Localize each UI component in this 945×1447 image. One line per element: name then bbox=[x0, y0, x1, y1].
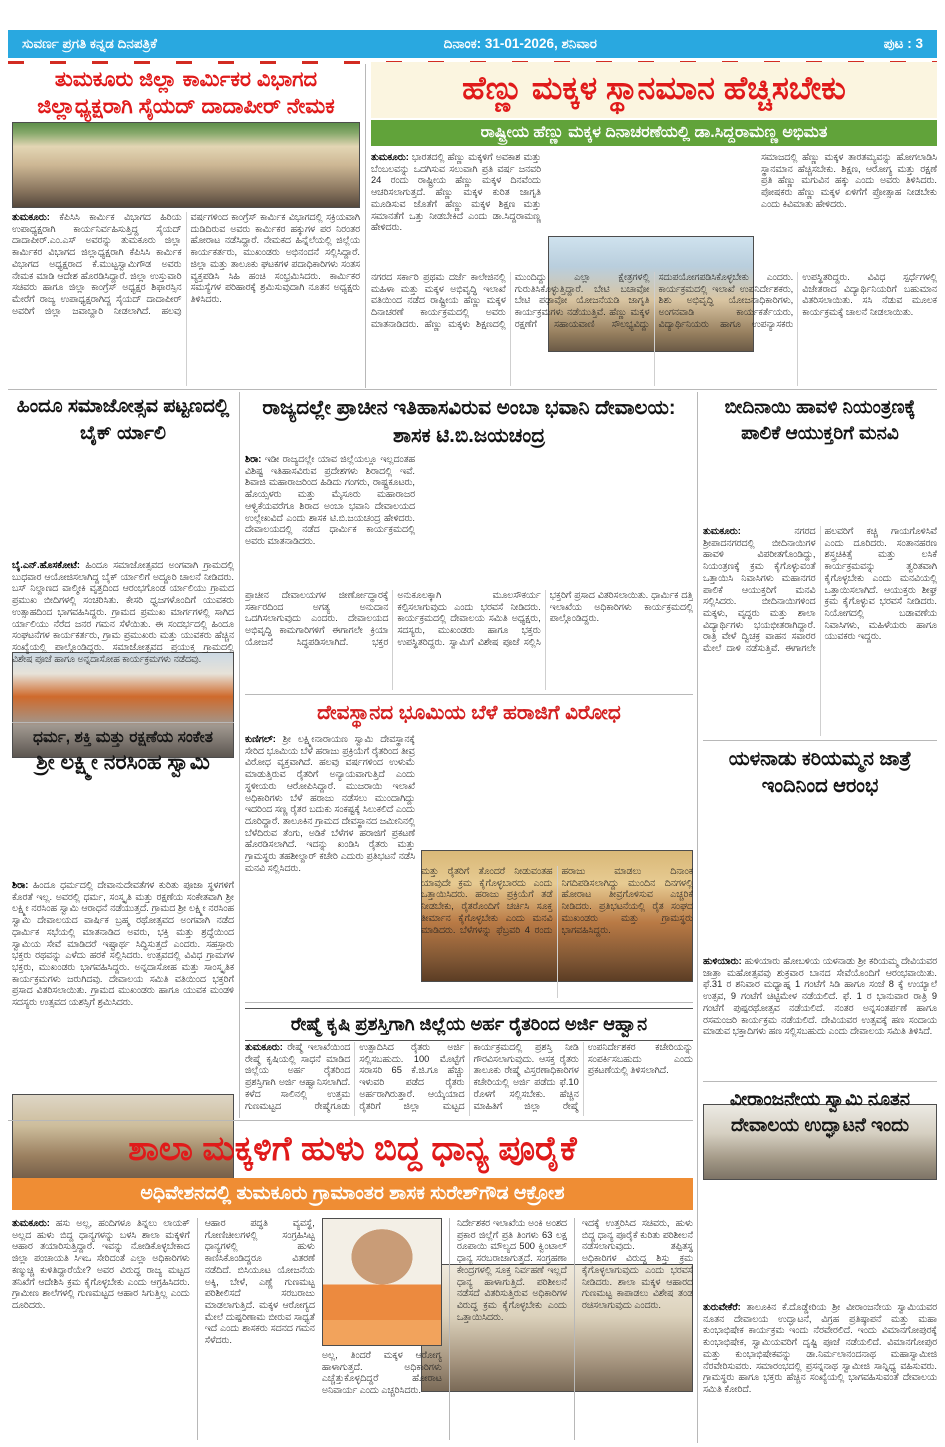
anjaneya-body bbox=[703, 1302, 937, 1440]
dogs-body-text: ನಗರದ ಶ್ರೀಪಾದನಗರದಲ್ಲಿ ಬೀದಿನಾಯಿಗಳ ಹಾವಳಿ ವಿಪರೀತಗೊಂಡಿದ್ದು, ನಿಯಂತ್ರಣಕ್ಕೆ ಕ್ರಮ ಕೈಗೊಳ್ಳುವಂತೆ ಒತ್ತಾಯಿಸಿ ನಿವಾಸಿಗಳು ಮಹಾನಗರ ಪಾಲಿಕೆ ಆಯುಕ್ತರಿಗೆ ಮನವಿ ಸಲ್ಲಿಸಿದರು. ಬೀದಿನಾಯಿಗಳಿಂದ ಮಕ್ಕಳು, ವೃದ್ಧರು ಮತ್ತು ಶಾಲಾ ವಿದ್ಯಾರ್ಥಿಗಳು ಭಯಭೀತರಾಗಿದ್ದಾರೆ. ರಾತ್ರಿ ವೇಳೆ ದ್ವಿಚಕ್ರ ವಾಹನ ಸವಾರರ ಮೇಲೆ ದಾಳಿ ನಡೆಸುತ್ತಿವೆ. ಈಗಾಗಲೇ ಹಲವರಿಗೆ ಕಚ್ಚಿ ಗಾಯಗೊಳಿಸಿವೆ ಎಂದು ದೂರಿದರು. ಸಂತಾನಹರಣ ಶಸ್ತ್ರಚಿಕಿತ್ಸೆ ಮತ್ತು ಲಸಿಕೆ ಕಾರ್ಯಕ್ರಮವನ್ನು ತ್ವರಿತವಾಗಿ ಕೈಗೊಳ್ಳಬೇಕು ಎಂದು ಮನವಿಯಲ್ಲಿ ಒತ್ತಾಯಿಸಲಾಗಿದೆ. ಆಯುಕ್ತರು ಶೀಘ್ರ ಕ್ರಮ ಕೈಗೊಳ್ಳುವ ಭರವಸೆ ನೀಡಿದರು. ನಿಯೋಗದಲ್ಲಿ ಬಡಾವಣೆಯ ನಿವಾಸಿಗಳು, ಮಹಿಳೆಯರು ಹಾಗೂ ಯುವಕರು ಇದ್ದರು. bbox=[703, 526, 937, 654]
article-rule bbox=[703, 740, 937, 741]
dogs-headline: ಬೀದಿನಾಯಿ ಹಾವಳಿ ನಿಯಂತ್ರಣಕ್ಕೆ ಪಾಲಿಕೆ ಆಯುಕ್ತರಿಗೆ ಮನವಿ bbox=[724, 396, 916, 443]
girl-body-right: ಸಮಾಜದಲ್ಲಿ ಹೆಣ್ಣು ಮಕ್ಕಳ ತಾರತಮ್ಯವನ್ನು ಹೋಗಲಾಡಿಸಿ ಸ್ಥಾನಮಾನ ಹೆಚ್ಚಿಸಬೇಕು. ಶಿಕ್ಷಣ, ಆರೋಗ್ಯ ಮತ್ತು ರಕ್ಷಣೆ ಪ್ರತಿ ಹೆಣ್ಣು ಮಗುವಿನ ಹಕ್ಕು ಎಂದು ಅವರು ತಿಳಿಸಿದರು. ಪೋಷಕರು ಹೆಣ್ಣು ಮಕ್ಕಳ ಏಳಿಗೆಗೆ ಪ್ರೋತ್ಸಾಹ ನೀಡಬೇಕು ಎಂದು ಕಿವಿಮಾತು ಹೇಳಿದರು. bbox=[761, 152, 937, 209]
amba-headline: ರಾಜ್ಯದಲ್ಲೇ ಪ್ರಾಚೀನ ಇತಿಹಾಸವಿರುವ ಅಂಬಾ ಭವಾನಿ ದೇವಾಲಯ: ಶಾಸಕ ಟಿ.ಬಿ.ಜಯಚಂದ್ರ bbox=[262, 397, 676, 447]
kariyamma-body-text: ಹುಳಿಯಾರು ಹೋಬಳಿಯ ಯಳನಾಡು ಶ್ರೀ ಕರಿಯಮ್ಮ ದೇವಿಯವರ ಜಾತ್ರಾ ಮಹೋತ್ಸವವು ಶುಕ್ರವಾರ ಬಾನದ ಸೇವೆಯೊಂದಿಗೆ ಆರಂಭವಾಯಿತು. ಫೆ.31 ರ ಶನಿವಾರ ಮಧ್ಯಾಹ್ನ 1 ಗಂಟೆಗೆ ಸಿಡಿ ಹಾಗೂ ಸಂಜೆ 8 ಕ್ಕೆ ಉಯ್ಯಾಲೆ ಉತ್ಸವ, 9 ಗಂಟೆಗೆ ಚಿಟ್ಟಿಮೇಳ ನಡೆಯಲಿದೆ. ಫೆ. 1 ರ ಭಾನುವಾರ ರಾತ್ರಿ 9 ಗಂಟೆಗೆ ಪುಷ್ಪರಥೋತ್ಸವ ನಡೆಯಲಿದೆ. ನಂತರ ಅನ್ನಸಂತರ್ಪಣೆ ಹಾಗೂ ರಸಮಂಜರಿ ಕಾರ್ಯಕ್ರಮ ನಡೆಯಲಿದೆ. ದೇವಿಯವರ ಉತ್ಸವಕ್ಕೆ ಹಣ ಸಂದಾಯ ಮಾಡುವ ಭಕ್ತಾದಿಗಳು ಹಣ ಸಲ್ಲಿಸಬಹುದು ಎಂದು ದೇವಾಲಯ ಸಮಿತಿ ತಿಳಿಸಿದೆ. bbox=[703, 956, 937, 1037]
girl-headline: ಹೆಣ್ಣು ಮಕ್ಕಳ ಸ್ಥಾನಮಾನ ಹೆಚ್ಚಿಸಬೇಕು bbox=[462, 70, 846, 106]
mla-portrait-photo bbox=[322, 1218, 442, 1346]
narasimha-dateline: ಶಿರಾ: bbox=[12, 880, 29, 890]
labor-body-text: ಕೆಪಿಸಿಸಿ ಕಾರ್ಮಿಕ ವಿಭಾಗದ ಹಿರಿಯ ಉಪಾಧ್ಯಕ್ಷರಾಗಿ ಕಾರ್ಯನಿರ್ವಹಿಸುತ್ತಿದ್ದ ಸೈಯದ್ ದಾದಾಪೀರ್.ಎಂ.ಎಸ್ ಅವರನ್ನು ತುಮಕೂರು ಜಿಲ್ಲಾ ಕಾರ್ಮಿಕರ ವಿಭಾಗದ ಜಿಲ್ಲಾಧ್ಯಕ್ಷರಾಗಿ ಕೆಪಿಸಿಸಿ ಕಾರ್ಮಿಕ ವಿಭಾಗದ ಅಧ್ಯಕ್ಷರಾದ ಕೆ.ಮುಟ್ಟಸ್ವಾಮಿಗೌಡ ಅವರು ನೇಮಕ ಮಾಡಿ ಆದೇಶ ಹೊರಡಿಸಿದ್ದಾರೆ. ಜಿಲ್ಲಾ ಉಸ್ತುವಾರಿ ಸಚಿವರು ಹಾಗೂ ಜಿಲ್ಲಾ ಕಾಂಗ್ರೆಸ್ ಅಧ್ಯಕ್ಷರ ಶಿಫಾರಸ್ಸಿನ ಮೇರೆಗೆ ರಾಜ್ಯ ಉಪಾಧ್ಯಕ್ಷರಾಗಿದ್ದ ಸೈಯದ್ ದಾದಾಪೀರ್ ಅವರಿಗೆ ಜಿಲ್ಲಾ ಜವಾಬ್ದಾರಿ ನೀಡಲಾಗಿದೆ. ಹಲವು ವರ್ಷಗಳಿಂದ ಕಾಂಗ್ರೆಸ್ ಕಾರ್ಮಿಕ ವಿಭಾಗದಲ್ಲಿ ಸಕ್ರಿಯವಾಗಿ ದುಡಿದಿರುವ ಅವರು ಕಾರ್ಮಿಕರ ಹಕ್ಕುಗಳ ಪರ ನಿರಂತರ ಹೋರಾಟ ನಡೆಸಿದ್ದಾರೆ. ನೇಮಕದ ಹಿನ್ನೆಲೆಯಲ್ಲಿ ಜಿಲ್ಲೆಯ ಕಾರ್ಯಕರ್ತರು, ಮುಖಂಡರು ಅಭಿನಂದನೆ ಸಲ್ಲಿಸಿದ್ದಾರೆ. ಜಿಲ್ಲಾ ಮತ್ತು ತಾಲೂಕು ಘಟಕಗಳ ಪದಾಧಿಕಾರಿಗಳು ಸಂತಸ ವ್ಯಕ್ತಪಡಿಸಿ ಸಿಹಿ ಹಂಚಿ ಸಂಭ್ರಮಿಸಿದರು. ಕಾರ್ಮಿಕರ ಸಮಸ್ಯೆಗಳ ಪರಿಹಾರಕ್ಕೆ ಶ್ರಮಿಸುವುದಾಗಿ ನೂತನ ಅಧ್ಯಕ್ಷರು ತಿಳಿಸಿದರು. bbox=[12, 212, 360, 316]
narasimha-body-text: ಹಿಂದೂ ಧರ್ಮದಲ್ಲಿ ದೇವಾನುದೇವತೆಗಳ ಕುರಿತು ಪೂಜಾ ಸ್ಥಳಗಳಿಗೆ ಕೊರತೆ ಇಲ್ಲ. ಅವರಲ್ಲಿ ಧರ್ಮ, ಸಂಸ್ಕೃತಿ ಮತ್ತು ರಕ್ಷಣೆಯ ಸಂಕೇತವಾಗಿ ಶ್ರೀ ಲಕ್ಷ್ಮೀ ನರಸಿಂಹ ಸ್ವಾಮಿ ಆರಾಧನೆ ನಡೆಯುತ್ತದೆ. ಗ್ರಾಮದ ಶ್ರೀ ಲಕ್ಷ್ಮೀ ನರಸಿಂಹ ಸ್ವಾಮಿ ದೇವಾಲಯದ ವಾರ್ಷಿಕ ಬ್ರಹ್ಮ ರಥೋತ್ಸವದ ಅಂಗವಾಗಿ ನಡೆದ ಧಾರ್ಮಿಕ ಸಭೆಯಲ್ಲಿ ಮಾತನಾಡಿದ ಅವರು, ಭಕ್ತಿ ಮತ್ತು ಶ್ರದ್ಧೆಯಿಂದ ಸ್ವಾಮಿಯ ಸೇವೆ ಮಾಡಿದರೆ ಇಷ್ಟಾರ್ಥ ಸಿದ್ಧಿಸುತ್ತದೆ ಎಂದರು. ಸಹಸ್ರಾರು ಭಕ್ತರು ರಥವನ್ನು ಎಳೆದು ಹರಕೆ ಸಲ್ಲಿಸಿದರು. ಉತ್ಸವದಲ್ಲಿ ವಿವಿಧ ಗ್ರಾಮಗಳ ಭಕ್ತರು, ಮುಖಂಡರು ಭಾಗವಹಿಸಿದ್ದರು. ಅನ್ನದಾಸೋಹ ಮತ್ತು ಸಾಂಸ್ಕೃತಿಕ ಕಾರ್ಯಕ್ರಮಗಳು ಜರುಗಿದವು. ದೇವಾಲಯ ಸಮಿತಿ ವತಿಯಿಂದ ಭಕ್ತರಿಗೆ ಪ್ರಸಾದ ವಿತರಿಸಲಾಯಿತು. ಗ್ರಾಮದ ಮುಖಂಡರು ಹಾಗೂ ಯುವಕ ಮಂಡಳಿ ಸದಸ್ಯರು ಉತ್ಸವದ ಯಶಸ್ಸಿಗೆ ಶ್ರಮಿಸಿದರು. bbox=[12, 880, 234, 1008]
land-headline: ದೇವಸ್ಥಾನದ ಭೂಮಿಯ ಬೆಳೆ ಹರಾಜಿಗೆ ವಿರೋಧ bbox=[317, 702, 621, 724]
girl-body-bottom: ನಗರದ ಸರ್ಕಾರಿ ಪ್ರಥಮ ದರ್ಜೆ ಕಾಲೇಜಿನಲ್ಲಿ ಮಹಿಳಾ ಮತ್ತು ಮಕ್ಕಳ ಅಭಿವೃದ್ಧಿ ಇಲಾಖೆ ವತಿಯಿಂದ ನಡೆದ ರಾಷ್ಟ್ರೀಯ ಹೆಣ್ಣು ಮಕ್ಕಳ ದಿನಾಚರಣೆ ಕಾರ್ಯಕ್ರಮದಲ್ಲಿ ಅವರು ಮಾತನಾಡಿದರು. ಹೆಣ್ಣು ಮಕ್ಕಳು ಶಿಕ್ಷಣದಲ್ಲಿ ಮುಂದಿದ್ದು ಎಲ್ಲಾ ಕ್ಷೇತ್ರಗಳಲ್ಲಿ ಗುರುತಿಸಿಕೊಳ್ಳುತ್ತಿದ್ದಾರೆ. ಬೇಟಿ ಬಚಾವೋ ಬೇಟಿ ಪಢಾವೋ ಯೋಜನೆಯಡಿ ಜಾಗೃತಿ ಕಾರ್ಯಕ್ರಮಗಳು ನಡೆಯುತ್ತಿವೆ. ಹೆಣ್ಣು ಮಕ್ಕಳ ರಕ್ಷಣೆಗೆ ಸಹಾಯವಾಣಿ ಸೌಲಭ್ಯವಿದ್ದು ಸದುಪಯೋಗಪಡಿಸಿಕೊಳ್ಳಬೇಕು ಎಂದರು. ಕಾರ್ಯಕ್ರಮದಲ್ಲಿ ಇಲಾಖೆ ಉಪನಿರ್ದೇಶಕರು, ಶಿಶು ಅಭಿವೃದ್ಧಿ ಯೋಜನಾಧಿಕಾರಿಗಳು, ಅಂಗನವಾಡಿ ಕಾರ್ಯಕರ್ತೆಯರು, ವಿದ್ಯಾರ್ಥಿನಿಯರು ಹಾಗೂ ಉಪನ್ಯಾಸಕರು ಉಪಸ್ಥಿತರಿದ್ದರು. ವಿವಿಧ ಸ್ಪರ್ಧೆಗಳಲ್ಲಿ ವಿಜೇತರಾದ ವಿದ್ಯಾರ್ಥಿನಿಯರಿಗೆ ಬಹುಮಾನ ವಿತರಿಸಲಾಯಿತು. ಸಸಿ ನೆಡುವ ಮೂಲಕ ಕಾರ್ಯಕ್ರಮಕ್ಕೆ ಚಾಲನೆ ನೀಡಲಾಯಿತು. bbox=[371, 272, 937, 329]
girl-dateline: ತುಮಕೂರು: bbox=[371, 152, 409, 162]
grain-col1-text: ಹಸು ಅಲ್ಲ, ಹಂದಿಗಳೂ ತಿನ್ನಲು ಲಾಯಕ್ ಅಲ್ಲದ ಹುಳು ಬಿದ್ದ ಧಾನ್ಯಗಳನ್ನು ಬಳಸಿ ಶಾಲಾ ಮಕ್ಕಳಿಗೆ ಆಹಾರ ತಯಾರಿಸುತ್ತಿದ್ದಾರೆ. ಇವನ್ನು ನೋಡಿಕೊಳ್ಳಬೇಕಾದ ಜಿಲ್ಲಾ ಪಂಚಾಯತಿ ಸಿಇಒ ಸೇರಿದಂತೆ ಎಲ್ಲಾ ಅಧಿಕಾರಿಗಳು ಕಣ್ಮುಚ್ಚಿ ಕುಳಿತಿದ್ದಾರೆಯೇ? ಅವರ ವಿರುದ್ಧ ರಾಜ್ಯ ಮಟ್ಟದ ತನಿಖೆಗೆ ಆದೇಶಿಸಿ ಕ್ರಮ ಕೈಗೊಳ್ಳಬೇಕು ಎಂದು ಆಗ್ರಹಿಸಿದರು. ಗ್ರಾಮೀಣ ಶಾಲೆಗಳಲ್ಲಿ ಗುಣಮಟ್ಟದ ಆಹಾರ ಸಿಗುತ್ತಿಲ್ಲ ಎಂದು ದೂರಿದರು. bbox=[12, 1218, 190, 1310]
narasimha-body bbox=[12, 880, 234, 1116]
column-rule bbox=[449, 1218, 450, 1440]
column-rule bbox=[239, 392, 240, 1118]
anjaneya-body-text: ತಾಲೂಕಿನ ಕೆ.ದೊಡ್ಡೇರಿಯ ಶ್ರೀ ವೀರಾಂಜನೇಯ ಸ್ವಾಮಿಯವರ ನೂತನ ದೇವಾಲಯ ಉದ್ಘಾಟನೆ, ವಿಗ್ರಹ ಪ್ರತಿಷ್ಠಾಪನೆ ಮತ್ತು ಮಹಾ ಕುಂಭಾಭಿಷೇಕ ಕಾರ್ಯಕ್ರಮ ಇಂದು ನೆರವೇರಲಿದೆ. ಇಂದು ವಿಮಾನಗೋಪುರಕ್ಕೆ ಕುಂಭಾಭಿಷೇಕ, ಸ್ವಾಮಿಯವರಿಗೆ ದೃಷ್ಟಿ ಪೂಜೆ ನಡೆಯಲಿದೆ. ವಿಮಾನಗೋಪುರ ಮತ್ತು ಕುಂಭಾಭಿಷೇಕವನ್ನು ಡಾ.ನಿರ್ಮಲಾನಂದನಾಥ ಮಹಾಸ್ವಾಮೀಜಿ ನೆರವೇರಿಸುವರು. ಸಮಾರಂಭದಲ್ಲಿ ಪ್ರಸನ್ನನಾಥ ಸ್ವಾಮೀಜಿ ಸಾನ್ನಿಧ್ಯ ವಹಿಸುವರು. ಗ್ರಾಮಸ್ಥರು ಹಾಗೂ ಭಕ್ತರು ಹೆಚ್ಚಿನ ಸಂಖ್ಯೆಯಲ್ಲಿ ಭಾಗವಹಿಸುವಂತೆ ದೇವಾಲಯ ಸಮಿತಿ ಕೋರಿದೆ. bbox=[703, 1302, 937, 1394]
anjaneya-headline: ವೀರಾಂಜನೇಯ ಸ್ವಾಮಿ ನೂತನ ದೇವಾಲಯ ಉದ್ಘಾಟನೆ ಇಂದು bbox=[729, 1088, 911, 1135]
girl-body-left-text: ಭಾರತದಲ್ಲಿ ಹೆಣ್ಣು ಮಕ್ಕಳಿಗೆ ಅವಕಾಶ ಮತ್ತು ಬೆಂಬಲವನ್ನು ಒದಗಿಸುವ ಸಲುವಾಗಿ ಪ್ರತಿ ವರ್ಷ ಜನವರಿ 24 ರಂದು ರಾಷ್ಟ್ರೀಯ ಹೆಣ್ಣು ಮಕ್ಕಳ ದಿನವೆಂದು ಆಚರಿಸಲಾಗುತ್ತದೆ. ಹೆಣ್ಣು ಮಕ್ಕಳ ಕುರಿತ ಜಾಗೃತಿ ಮೂಡಿಸುವ ಜೊತೆಗೆ ಹೆಣ್ಣು ಮಕ್ಕಳ ಶಿಕ್ಷಣ ಮತ್ತು ಸಮಾನತೆಗೆ ಒತ್ತು ನೀಡಬೇಕಿದೆ ಎಂದು ಡಾ.ಸಿದ್ದರಾಮಣ್ಣ ಹೇಳಿದರು. bbox=[371, 152, 541, 233]
grain-subhead-bar bbox=[12, 1178, 693, 1210]
land-dateline: ಕುಣಿಗಲ್: bbox=[245, 734, 276, 744]
dogs-dateline: ತುಮಕೂರು: bbox=[703, 526, 741, 536]
silk-dateline: ತುಮಕೂರು: bbox=[245, 1042, 283, 1052]
column-rule bbox=[197, 1218, 198, 1440]
kariyamma-body bbox=[703, 956, 937, 1078]
column-rule bbox=[365, 64, 366, 388]
labor-dateline: ತುಮಕೂರು: bbox=[12, 212, 50, 222]
article-rule bbox=[703, 1081, 937, 1082]
page-number: ಪುಟ : 3 bbox=[883, 36, 923, 51]
girl-subhead: ರಾಷ್ಟ್ರೀಯ ಹೆಣ್ಣು ಮಕ್ಕಳ ದಿನಾಚರಣೆಯಲ್ಲಿ ಡಾ.ಸಿದ್ದರಾಮಣ್ಣ ಅಭಿಮತ bbox=[480, 124, 828, 141]
silk-body-text: ರೇಷ್ಮೆ ಇಲಾಖೆಯಿಂದ ರೇಷ್ಮೆ ಕೃಷಿಯಲ್ಲಿ ಸಾಧನೆ ಮಾಡಿದ ಜಿಲ್ಲೆಯ ಅರ್ಹ ರೈತರಿಂದ ಪ್ರಶಸ್ತಿಗಾಗಿ ಅರ್ಜಿ ಆಹ್ವಾನಿಸಲಾಗಿದೆ. ಕಳೆದ ಸಾಲಿನಲ್ಲಿ ಉತ್ತಮ ಗುಣಮಟ್ಟದ ರೇಷ್ಮೆಗೂಡು ಉತ್ಪಾದಿಸಿದ ರೈತರು ಅರ್ಜಿ ಸಲ್ಲಿಸಬಹುದು. 100 ಮೊಟ್ಟೆಗೆ ಸರಾಸರಿ 65 ಕೆ.ಜಿ.ಗೂ ಹೆಚ್ಚು ಇಳುವರಿ ಪಡೆದ ರೈತರು ಅರ್ಹರಾಗಿರುತ್ತಾರೆ. ಆಯ್ಕೆಯಾದ ರೈತರಿಗೆ ಜಿಲ್ಲಾ ಮಟ್ಟದ ಕಾರ್ಯಕ್ರಮದಲ್ಲಿ ಪ್ರಶಸ್ತಿ ನೀಡಿ ಗೌರವಿಸಲಾಗುವುದು. ಆಸಕ್ತ ರೈತರು ತಾಲೂಕು ರೇಷ್ಮೆ ವಿಸ್ತರಣಾಧಿಕಾರಿಗಳ ಕಚೇರಿಯಲ್ಲಿ ಅರ್ಜಿ ಪಡೆದು ಫೆ.10 ರೊಳಗೆ ಸಲ್ಲಿಸಬೇಕು. ಹೆಚ್ಚಿನ ಮಾಹಿತಿಗೆ ಜಿಲ್ಲಾ ರೇಷ್ಮೆ ಉಪನಿರ್ದೇಶಕರ ಕಚೇರಿಯನ್ನು ಸಂಪರ್ಕಿಸಬಹುದು ಎಂದು ಪ್ರಕಟಣೆಯಲ್ಲಿ ತಿಳಿಸಲಾಗಿದೆ. bbox=[245, 1042, 693, 1111]
grain-headline: ಶಾಲಾ ಮಕ್ಕಳಿಗೆ ಹುಳು ಬಿದ್ದ ಧಾನ್ಯ ಪೂರೈಕೆ bbox=[128, 1130, 577, 1168]
narasimha-headline-line1: ಧರ್ಮ, ಶಕ್ತಿ ಮತ್ತು ರಕ್ಷಣೆಯ ಸಂಕೇತ bbox=[33, 729, 213, 746]
article-rule bbox=[245, 1002, 693, 1003]
paper-name: ಸುವರ್ಣ ಪ್ರಗತಿ ಕನ್ನಡ ದಿನಪತ್ರಿಕೆ bbox=[22, 36, 157, 51]
land-body-text: ಶ್ರೀ ಲಕ್ಷ್ಮೀನಾರಾಯಣ ಸ್ವಾಮಿ ದೇವಸ್ಥಾನಕ್ಕೆ ಸೇರಿದ ಭೂಮಿಯ ಬೆಳೆ ಹರಾಜು ಪ್ರಕ್ರಿಯೆಗೆ ರೈತರಿಂದ ತೀವ್ರ ವಿರೋಧ ವ್ಯಕ್ತವಾಗಿದೆ. ಹಲವು ವರ್ಷಗಳಿಂದ ಉಳುಮೆ ಮಾಡುತ್ತಿರುವ ರೈತರಿಗೆ ಅನ್ಯಾಯವಾಗುತ್ತಿದೆ ಎಂದು ಸ್ಥಳೀಯರು ಆರೋಪಿಸಿದ್ದಾರೆ. ಮುಜರಾಯಿ ಇಲಾಖೆ ಅಧಿಕಾರಿಗಳು ಬೆಳೆ ಹರಾಜು ನಡೆಸಲು ಮುಂದಾಗಿದ್ದು ಇದರಿಂದ ಸಣ್ಣ ರೈತರ ಬದುಕು ಸಂಕಷ್ಟಕ್ಕೆ ಸಿಲುಕಲಿದೆ ಎಂದು ದೂರಿದ್ದಾರೆ. ತಾಲೂಕಿನ ಗ್ರಾಮದ ದೇವಸ್ಥಾನದ ಜಮೀನಿನಲ್ಲಿ ಬೆಳೆದಿರುವ ತೆಂಗು, ಅಡಿಕೆ ಬೆಳೆಗಳ ಹರಾಜಿಗೆ ಪ್ರಕಟಣೆ ಹೊರಡಿಸಲಾಗಿದೆ. ಇದನ್ನು ಖಂಡಿಸಿ ರೈತರು ಮತ್ತು ಗ್ರಾಮಸ್ಥರು ತಹಶೀಲ್ದಾರ್ ಕಚೇರಿ ಎದುರು ಪ್ರತಿಭಟನೆ ನಡೆಸಿ ಮನವಿ ಸಲ್ಲಿಸಿದರು. bbox=[245, 734, 415, 873]
narasimha-headline-line2: ಶ್ರೀ ಲಕ್ಷ್ಮೀ ನರಸಿಂಹ ಸ್ವಾಮಿ bbox=[36, 751, 210, 774]
grain-col1 bbox=[12, 1218, 190, 1440]
article-rule bbox=[12, 722, 234, 723]
bike-headline: ಹಿಂದೂ ಸಮಾಜೋತ್ಸವ ಪಟ್ಟಣದಲ್ಲಿ ಬೈಕ್ ರ್ಯಾಲಿ bbox=[16, 396, 230, 444]
amba-body-text: ಇಡೀ ರಾಜ್ಯದಲ್ಲೇ ಯಾವ ಜಿಲ್ಲೆಯಲ್ಲೂ ಇಲ್ಲದಂತಹ ವಿಶಿಷ್ಟ ಇತಿಹಾಸವಿರುವ ಪ್ರದೇಶಗಳು ಶಿರಾದಲ್ಲಿ ಇವೆ. ಶಿವಾಜಿ ಮಹಾರಾಜರಿಂದ ಹಿಡಿದು ಗಂಗರು, ರಾಷ್ಟ್ರಕೂಟರು, ಹೊಯ್ಸಳರು ಮತ್ತು ಮೈಸೂರು ಮಹಾರಾಜರ ಆಳ್ವಿಕೆಯವರೆಗೂ ಶಿರಾದ ಅಂಬಾ ಭವಾನಿ ದೇವಾಲಯದ ಉಲ್ಲೇಖವಿದೆ ಎಂದು ಶಾಸಕ ಟಿ.ಬಿ.ಜಯಚಂದ್ರ ಹೇಳಿದರು. ದೇವಾಲಯದಲ್ಲಿ ನಡೆದ ಧಾರ್ಮಿಕ ಕಾರ್ಯಕ್ರಮದಲ್ಲಿ ಅವರು ಮಾತನಾಡಿದರು. bbox=[245, 454, 415, 546]
grain-col4: ನಿರ್ದೇಶಕರ ಇಲಾಖೆಯ ಅಂಕಿ ಅಂಶದ ಪ್ರಕಾರ ಜಿಲ್ಲೆಗೆ ಪ್ರತಿ ತಿಂಗಳು 63 ಲಕ್ಷ ರೂಪಾಯಿ ಮೌಲ್ಯದ 500 ಕ್ವಿಂಟಾಲ್ ಧಾನ್ಯ ಸರಬರಾಜಾಗುತ್ತದೆ. ಸಂಗ್ರಹಣಾ ಕೇಂದ್ರಗಳಲ್ಲಿ ಸೂಕ್ತ ನಿರ್ವಹಣೆ ಇಲ್ಲದೆ ಧಾನ್ಯ ಹಾಳಾಗುತ್ತಿದೆ. ಪರಿಶೀಲನೆ ನಡೆಸದೆ ವಿತರಿಸುತ್ತಿರುವ ಅಧಿಕಾರಿಗಳ ವಿರುದ್ಧ ಕ್ರಮ ಕೈಗೊಳ್ಳಬೇಕು ಎಂದು ಒತ್ತಾಯಿಸಿದರು. bbox=[456, 1218, 567, 1322]
land-body bbox=[245, 734, 415, 998]
dogs-body bbox=[703, 526, 937, 736]
bike-body bbox=[12, 560, 234, 718]
section-rule bbox=[8, 1120, 693, 1121]
amba-dateline: ಶಿರಾ: bbox=[245, 454, 262, 464]
anjaneya-dateline: ತುರುವೇಕೆರೆ: bbox=[703, 1302, 741, 1312]
silk-body bbox=[245, 1042, 693, 1116]
section-rule bbox=[8, 389, 937, 390]
column-rule bbox=[574, 1218, 575, 1440]
date-text: ದಿನಾಂಕ: 31-01-2026, ಶನಿವಾರ bbox=[443, 36, 597, 51]
bike-body-text: ಹಿಂದೂ ಸಮಾಜೋತ್ಸವದ ಅಂಗವಾಗಿ ಗ್ರಾಮದಲ್ಲಿ ಬುಧವಾರ ಆಯೋಜಿಸಲಾಗಿದ್ದ ಬೈಕ್ ರ್ಯಾಲಿಗೆ ಅದ್ದೂರಿ ಚಾಲನೆ ನೀಡಿದರು. ಬಸ್ ನಿಲ್ದಾಣದ ವಾಲ್ಮೀಕಿ ವೃತ್ತದಿಂದ ಆರಂಭಗೊಂಡ ರ್ಯಾಲಿಯು ಗ್ರಾಮದ ಪ್ರಮುಖ ಬೀದಿಗಳಲ್ಲಿ ಸಂಚರಿಸಿತು. ಕೇಸರಿ ಧ್ವಜಗಳೊಂದಿಗೆ ಯುವಕರು ಉತ್ಸಾಹದಿಂದ ಭಾಗವಹಿಸಿದ್ದರು. ಗ್ರಾಮದ ಪ್ರಮುಖ ಮಾರ್ಗಗಳಲ್ಲಿ ಸಾಗಿದ ರ್ಯಾಲಿಯು ನೆರೆದ ಜನರ ಗಮನ ಸೆಳೆಯಿತು. ಈ ಸಂದರ್ಭದಲ್ಲಿ ಹಿಂದೂ ಸಂಘಟನೆಗಳ ಕಾರ್ಯಕರ್ತರು, ಗ್ರಾಮ ಪ್ರಮುಖರು ಮತ್ತು ಯುವಕರು ಹೆಚ್ಚಿನ ಸಂಖ್ಯೆಯಲ್ಲಿ ಪಾಲ್ಗೊಂಡಿದ್ದರು. ಸಮಾಜೋತ್ಸವದ ಪ್ರಯುಕ್ತ ಗ್ರಾಮದಲ್ಲಿ ವಿಶೇಷ ಪೂಜೆ ಹಾಗೂ ಅನ್ನದಾಸೋಹ ಕಾರ್ಯಕ್ರಮಗಳು ನಡೆದವು. bbox=[12, 560, 234, 664]
grain-subhead: ಅಧಿವೇಶನದಲ್ಲಿ ತುಮಕೂರು ಗ್ರಾಮಾಂತರ ಶಾಸಕ ಸುರೇಶ್‌ಗೌಡ ಆಕ್ರೋಶ bbox=[140, 1183, 565, 1204]
bike-dateline: ಬೈ.ಎನ್.ಹೊಸಕೋಟೆ: bbox=[12, 560, 81, 570]
grain-col2: ಆಹಾರ ಪದ್ಧತಿ ವ್ಯವಸ್ಥೆ, ಗೋಣಿಚೀಲಗಳಲ್ಲಿ ಸಂಗ್ರಹಿಸಿಟ್ಟ ಧಾನ್ಯಗಳಲ್ಲಿ ಹುಳು ಕಾಣಿಸಿಕೊಂಡಿದ್ದರೂ ವಿತರಣೆ ನಡೆದಿದೆ. ಬಿಸಿಯೂಟ ಯೋಜನೆಯ ಅಕ್ಕಿ, ಬೇಳೆ, ಎಣ್ಣೆ ಗುಣಮಟ್ಟ ಪರಿಶೀಲಿಸದೆ ಸರಬರಾಜು ಮಾಡಲಾಗುತ್ತಿದೆ. ಮಕ್ಕಳ ಆರೋಗ್ಯದ ಮೇಲೆ ದುಷ್ಪರಿಣಾಮ ಬೀರುವ ಸಾಧ್ಯತೆ ಇದೆ ಎಂದು ಶಾಸಕರು ಸದನದ ಗಮನ ಸೆಳೆದರು. bbox=[204, 1218, 315, 1346]
labor-body bbox=[12, 212, 360, 386]
girl-body-left bbox=[371, 152, 541, 266]
masthead-bar bbox=[8, 30, 937, 58]
land-body-more: ಮತ್ತು ರೈತರಿಗೆ ತೊಂದರೆ ನೀಡುವಂತಹ ಯಾವುದೇ ಕ್ರಮ ಕೈಗೊಳ್ಳಬಾರದು ಎಂದು ಒತ್ತಾಯಿಸಿದರು. ಹರಾಜು ಪ್ರಕ್ರಿಯೆಗೆ ತಡೆ ನೀಡಬೇಕು, ರೈತರೊಂದಿಗೆ ಚರ್ಚಿಸಿ ಸೂಕ್ತ ತೀರ್ಮಾನ ಕೈಗೊಳ್ಳಬೇಕು ಎಂದು ಮನವಿ ಮಾಡಿದರು. ಬೆಳೆಗಳನ್ನು ಫೆಬ್ರವರಿ 4 ರಂದು ಹರಾಜು ಮಾಡಲು ದಿನಾಂಕ ನಿಗದಿಪಡಿಸಲಾಗಿದ್ದು ಮುಂದಿನ ದಿನಗಳಲ್ಲಿ ಹೋರಾಟ ತೀವ್ರಗೊಳಿಸುವ ಎಚ್ಚರಿಕೆ ನೀಡಿದರು. ಪ್ರತಿಭಟನೆಯಲ್ಲಿ ರೈತ ಸಂಘದ ಮುಖಂಡರು ಮತ್ತು ಗ್ರಾಮಸ್ಥರು ಭಾಗವಹಿಸಿದ್ದರು. bbox=[421, 866, 693, 935]
silk-headline: ರೇಷ್ಮೆ ಕೃಷಿ ಪ್ರಶಸ್ತಿಗಾಗಿ ಜಿಲ್ಲೆಯ ಅರ್ಹ ರೈತರಿಂದ ಅರ್ಜಿ ಆಹ್ವಾನ bbox=[245, 1008, 693, 1041]
article-rule bbox=[245, 694, 693, 695]
grain-body-columns bbox=[12, 1218, 693, 1440]
labor-group-photo bbox=[12, 122, 360, 208]
grain-dateline: ತುಮಕೂರು: bbox=[12, 1218, 50, 1228]
kariyamma-headline: ಯಳನಾಡು ಕರಿಯಮ್ಮನ ಜಾತ್ರೆ ಇಂದಿನಿಂದ ಆರಂಭ bbox=[728, 748, 912, 798]
column-rule bbox=[697, 392, 698, 1443]
kariyamma-dateline: ಹುಳಿಯಾರು: bbox=[703, 956, 742, 966]
grain-col3 bbox=[322, 1218, 442, 1440]
amba-body-more: ಪ್ರಾಚೀನ ದೇವಾಲಯಗಳ ಜೀರ್ಣೋದ್ಧಾರಕ್ಕೆ ಸರ್ಕಾರದಿಂದ ಅಗತ್ಯ ಅನುದಾನ ಒದಗಿಸಲಾಗುವುದು ಎಂದರು. ದೇವಾಲಯದ ಅಭಿವೃದ್ಧಿ ಕಾಮಗಾರಿಗಳಿಗೆ ಈಗಾಗಲೇ ಕ್ರಿಯಾ ಯೋಜನೆ ಸಿದ್ಧಪಡಿಸಲಾಗಿದೆ. ಭಕ್ತರ ಅನುಕೂಲಕ್ಕಾಗಿ ಮೂಲಸೌಕರ್ಯ ಕಲ್ಪಿಸಲಾಗುವುದು ಎಂದು ಭರವಸೆ ನೀಡಿದರು. ಕಾರ್ಯಕ್ರಮದಲ್ಲಿ ದೇವಾಲಯ ಸಮಿತಿ ಅಧ್ಯಕ್ಷರು, ಸದಸ್ಯರು, ಮುಖಂಡರು ಹಾಗೂ ಭಕ್ತರು ಉಪಸ್ಥಿತರಿದ್ದರು. ಸ್ವಾಮಿಗೆ ವಿಶೇಷ ಪೂಜೆ ಸಲ್ಲಿಸಿ ಭಕ್ತರಿಗೆ ಪ್ರಸಾದ ವಿತರಿಸಲಾಯಿತು. ಧಾರ್ಮಿಕ ದತ್ತಿ ಇಲಾಖೆಯ ಅಧಿಕಾರಿಗಳು ಕಾರ್ಯಕ್ರಮದಲ್ಲಿ ಪಾಲ್ಗೊಂಡಿದ್ದರು. bbox=[245, 590, 693, 647]
amba-body bbox=[245, 454, 415, 584]
labor-headline: ತುಮಕೂರು ಜಿಲ್ಲಾ ಕಾರ್ಮಿಕರ ವಿಭಾಗದ ಜಿಲ್ಲಾಧ್ಯಕ್ಷರಾಗಿ ಸೈಯದ್ ದಾದಾಪೀರ್ ನೇಮಕ bbox=[37, 68, 335, 119]
grain-col3-text: ಅಲ್ಲ, ತಿಂದರೆ ಮಕ್ಕಳ ಆರೋಗ್ಯ ಹಾಳಾಗುತ್ತದೆ. ಅಧಿಕಾರಿಗಳು ಎಚ್ಚೆತ್ತುಕೊಳ್ಳದಿದ್ದರೆ ಹೋರಾಟ ಅನಿವಾರ್ಯ ಎಂದು ಎಚ್ಚರಿಸಿದರು. bbox=[321, 1350, 442, 1396]
grain-col5: ಇದಕ್ಕೆ ಉತ್ತರಿಸಿದ ಸಚಿವರು, ಹುಳು ಬಿದ್ದ ಧಾನ್ಯ ಪೂರೈಕೆ ಕುರಿತು ಪರಿಶೀಲನೆ ನಡೆಸಲಾಗುವುದು. ತಪ್ಪಿತಸ್ಥ ಅಧಿಕಾರಿಗಳ ವಿರುದ್ಧ ಶಿಸ್ತು ಕ್ರಮ ಕೈಗೊಳ್ಳಲಾಗುವುದು ಎಂದು ಭರವಸೆ ನೀಡಿದರು. ಶಾಲಾ ಮಕ್ಕಳ ಆಹಾರದ ಗುಣಮಟ್ಟ ಕಾಪಾಡಲು ವಿಶೇಷ ತಂಡ ರಚಿಸಲಾಗುವುದು ಎಂದರು. bbox=[581, 1218, 693, 1310]
girl-subhead-bar bbox=[371, 120, 937, 146]
